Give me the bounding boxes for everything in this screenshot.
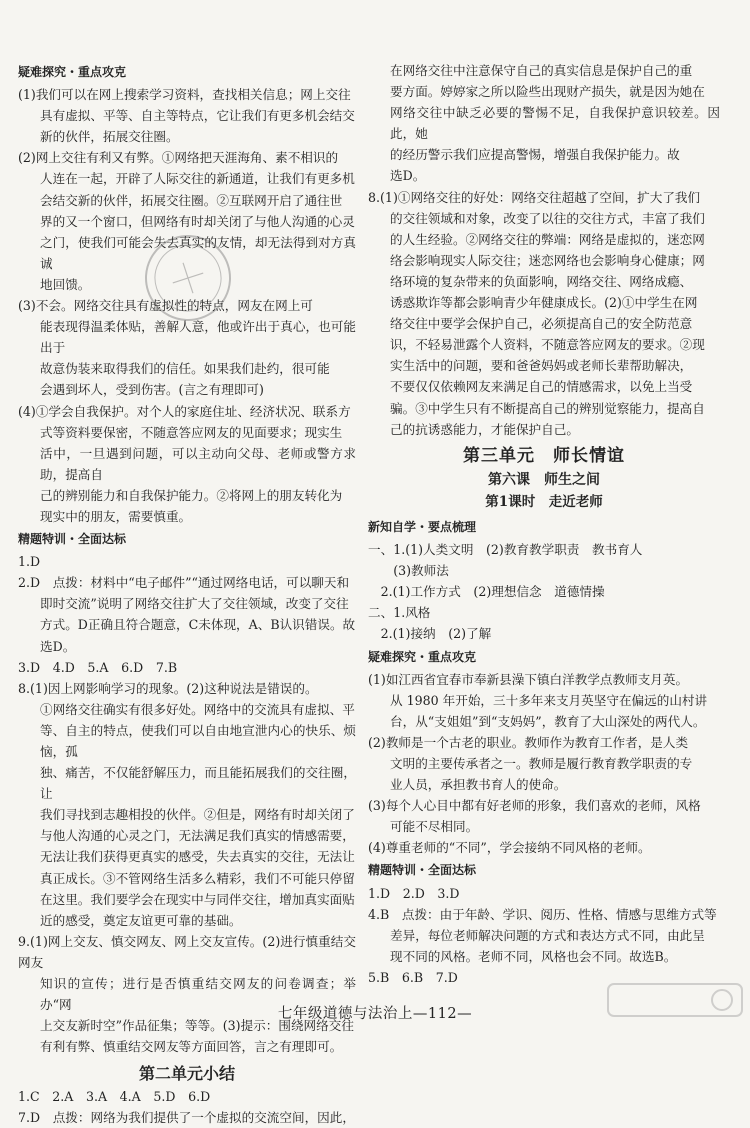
text-line: 2.(1)工作方式 (2)理想信念 道德情操 [368, 584, 605, 600]
text-line: 故意伪装来取得我们的信任。如果我们赴约，很可能 [40, 361, 330, 377]
logo-watermark [604, 978, 746, 1034]
text-line: (4)尊重老师的“不同”，学会接纳不同风格的老师。 [368, 840, 651, 856]
answer-block [368, 883, 720, 988]
text-line: 文明的主要传承者之一。教师是履行教育教学职责的专 [390, 756, 693, 771]
right-column [368, 60, 720, 988]
text-line: 业人员，承担教书育人的使命。 [390, 777, 567, 793]
text-line: 一、1.(1)人类文明 (2)教育教学职责 教书育人 [368, 542, 643, 558]
text-line: 的经历警示我们应提高警惕，增强自我保护能力。故 [390, 147, 680, 163]
text-line: 之门，使我们可能会失去真实的友情，却无法得到对方真诚 [40, 234, 356, 271]
text-line: 识，不轻易泄露个人资料，不随意答应网友的要求。②现 [390, 337, 705, 353]
text-line: ①网络交往确实有很多好处。网络中的交流具有虚拟、平 [40, 701, 355, 717]
text-line: 络会影响现实人际交往；迷恋网络也会影响身心健康；网 [390, 252, 705, 268]
text-line: 现实中的朋友，需要慎重。 [40, 508, 192, 524]
text-line: 即时交流”说明了网络交往扩大了交往领域，改变了交往 [40, 596, 349, 612]
text-line: 1.D [18, 554, 41, 570]
section-heading: 精题特训・全面达标 [18, 532, 127, 547]
text-line: 在这里。我们要学会在现实中与同伴交往，增加真实面贴 [40, 891, 355, 907]
text-line: 式等资料要保密，不随意答应网友的见面要求；现实生 [40, 424, 343, 440]
text-line: 上交友新时空”作品征集；等等。(3)提示：围绕网络交往 [40, 1018, 354, 1034]
text-line: 3.D 4.D 5.A 6.D 7.B [18, 659, 178, 675]
section-heading: 新知自学・要点梳理 [368, 519, 477, 534]
text-line: 骗。③中学生只有不断提高自己的辨别觉察能力，提高自 [390, 400, 705, 416]
text-line: 二、1.风格 [368, 605, 431, 621]
text-line: 的人生经验。②网络交往的弊端：网络是虚拟的，迷恋网 [390, 231, 705, 247]
text-line: 无法让我们获得更真实的感受，失去真实的交往，无法让 [40, 849, 355, 865]
section-heading: 疑难探究・重点攻克 [368, 649, 477, 664]
answer-block [368, 539, 720, 644]
text-line: 络环境的复杂带来的负面影响，网络交往、网络成瘾、 [390, 273, 693, 289]
text-line: 己的辨别能力和自我保护能力。②将网上的朋友转化为 [40, 487, 343, 503]
answer-block [368, 669, 720, 859]
text-line: 实生活中的问题，要和爸爸妈妈或老师长辈帮助解决， [390, 358, 693, 374]
text-line: 9.(1)网上交友、慎交网友、网上交友宣传。(2)进行慎重结交网友 [18, 933, 356, 970]
text-line: 8.(1)因上网影响学习的现象。(2)这种说法是错误的。 [18, 680, 318, 696]
text-line: (1)我们可以在网上搜索学习资料，查找相关信息；网上交往 [18, 87, 351, 103]
text-line: 等、自主的特点，使我们可以自由地宣泄内心的快乐、烦恼，孤 [40, 722, 356, 759]
text-line: 知识的宣传；进行是否慎重结交网友的问卷调查；举办“网 [40, 976, 356, 1013]
text-line: 1.D 2.D 3.D [368, 885, 460, 901]
text-line: (2)网上交往有利又有弊。①网络把天涯海角、素不相识的 [18, 150, 339, 166]
answer-block [18, 551, 356, 1057]
text-line: 选D。 [390, 168, 426, 184]
text-line: 现不同的风格。老师不同，风格也会不同。故选B。 [390, 948, 677, 964]
text-line: 选D。 [40, 638, 76, 654]
text-line: 有利有弊、慎重结交网友等方面回答，言之有理即可。 [40, 1039, 343, 1055]
lesson-title: 第六课 师生之间 [488, 471, 600, 488]
text-line: 界的又一个窗口，但网络有时却关闭了与他人沟通的心灵 [40, 213, 355, 229]
text-line: 活中，一旦遇到问题，可以主动向父母、老师或警方求助，提高自 [40, 445, 356, 482]
text-line: 2.(1)接纳 (2)了解 [368, 626, 492, 642]
text-line: 7.D 点拨：网络为我们提供了一个虚拟的交流空间，因此， [18, 1109, 355, 1125]
text-line: 不要仅仅依赖网友来满足自己的情感需求，以免上当受 [390, 379, 693, 395]
text-line: 差异，每位老师解决问题的方式和表达方式不同，由此呈 [390, 927, 705, 943]
text-line: 与他人沟通的心灵之门，无法满足我们真实的情感需要， [40, 828, 355, 844]
text-line: 会遇到坏人，受到伤害。(言之有理即可) [40, 382, 264, 398]
answer-block [18, 1086, 356, 1128]
text-line: 台，从“支姐姐”到“支妈妈”，教育了大山深处的两代人。 [390, 713, 706, 729]
page-footer: 七年级道德与法治上—112— [277, 1006, 473, 1022]
text-line: 4.B 点拨：由于年龄、学识、阅历、性格、情感与思维方式等 [368, 906, 717, 922]
text-line: 人连在一起，开辟了人际交往的新通道，让我们有更多机 [40, 171, 355, 187]
left-column [18, 60, 356, 1128]
period-title: 第1课时 走近老师 [485, 493, 603, 510]
text-line: 会结交新的伙伴，拓展交往圈。②互联网开启了通往世 [40, 192, 343, 208]
answer-block [368, 60, 720, 440]
section-heading: 疑难探究・重点攻克 [18, 65, 127, 79]
section-heading: 精题特训・全面达标 [368, 863, 477, 878]
text-line: 近的感受，奠定友谊更可靠的基础。 [40, 912, 242, 928]
text-line: 地回馈。 [40, 276, 91, 292]
text-line: 在网络交往中注意保守自己的真实信息是保护自己的重 [390, 63, 693, 78]
text-line: 8.(1)①网络交往的好处：网络交往超越了空间，扩大了我们 [368, 189, 701, 205]
text-line: 从 1980 年开始，三十多年来支月英坚守在偏远的山村讲 [390, 692, 708, 708]
text-line: 要方面。婷婷家之所以险些出现财产损失，就是因为她在 [390, 84, 705, 100]
text-line: 诱惑欺诈等都会影响青少年健康成长。(2)①中学生在网 [390, 295, 698, 311]
text-line: 的交往领域和对象，改变了以往的交往方式，丰富了我们 [390, 210, 705, 226]
unit-summary-title: 第二单元小结 [138, 1064, 235, 1084]
text-line: 络交往中要学会保护自己，必须提高自己的安全防范意 [390, 316, 693, 332]
text-line: 网络交往中缺乏必要的警惕不足，自我保护意识较差。因此，她 [390, 105, 720, 142]
text-line: (1)如江西省宜春市奉新县澡下镇白洋教学点教师支月英。 [368, 671, 689, 687]
text-line: 具有虚拟、平等、自主等特点，它让我们有更多机会结交 [40, 108, 355, 124]
text-line: 5.B 6.B 7.D [368, 969, 458, 985]
text-line: 可能不尽相同。 [390, 819, 479, 835]
text-line: 方式。D正确且符合题意，C未体现，A、B认识错误。故 [40, 617, 356, 633]
text-line: (3)教师法 [368, 563, 449, 579]
text-line: 新的伙伴，拓展交往圈。 [40, 129, 179, 145]
text-line: 己的抗诱惑能力，才能保护自己。 [390, 421, 579, 437]
text-line: 独、痛苦，不仅能舒解压力，而且能拓展我们的交往圈，让 [40, 765, 356, 802]
text-line: 我们寻找到志趣相投的伙伴。②但是，网络有时却关闭了 [40, 807, 355, 823]
text-line: (4)①学会自我保护。对个人的家庭住址、经济状况、联系方 [18, 403, 351, 419]
text-line: (3)不会。网络交往具有虚拟性的特点，网友在网上可 [18, 298, 313, 314]
answer-block [18, 84, 356, 527]
text-line: 能表现得温柔体贴，善解人意，他或许出于真心，也可能出于 [40, 319, 356, 356]
text-line: 2.D 点拨：材料中“电子邮件”“通过网络电话，可以聊天和 [18, 575, 350, 591]
text-line: 1.C 2.A 3.A 4.A 5.D 6.D [18, 1088, 211, 1104]
text-line: 真正成长。③不管网络生活多么精彩，我们不可能只停留 [40, 870, 355, 886]
unit-title: 第三单元 师长情谊 [463, 445, 625, 466]
text-line: (3)每个人心目中都有好老师的形象，我们喜欢的老师，风格 [368, 798, 701, 814]
text-line: (2)教师是一个古老的职业。教师作为教育工作者，是人类 [368, 734, 689, 750]
